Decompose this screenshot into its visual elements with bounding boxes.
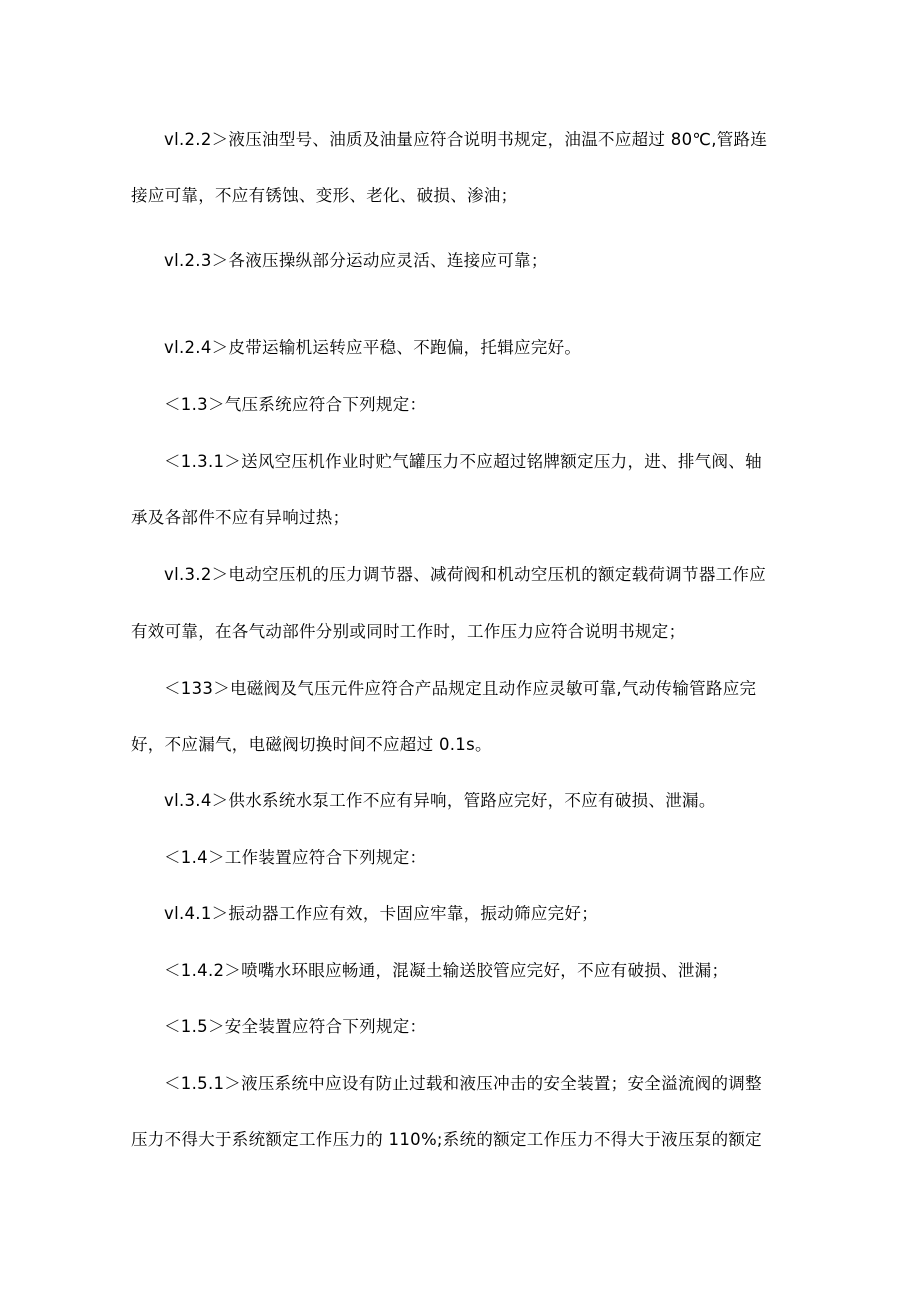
text-line: 压力不得大于系统额定工作压力的 110%;系统的额定工作压力不得大于液压泵的额定: [131, 1130, 762, 1149]
text-line: 好，不应漏气，电磁阀切换时间不应超过 0.1s。: [131, 735, 492, 754]
text-line: vl.4.1＞振动器工作应有效，卡固应牢靠，振动筛应完好；: [164, 904, 599, 923]
text-line: vl.3.4＞供水系统水泵工作不应有异响，管路应完好，不应有破损、泄漏。: [164, 791, 716, 810]
text-line: vl.2.2＞液压油型号、油质及油量应符合说明书规定，油温不应超过 80℃,管路连: [164, 130, 768, 149]
text-line: 承及各部件不应有异响过热；: [131, 508, 350, 527]
text-line: ＜1.3.1＞送风空压机作业时贮气罐压力不应超过铭牌额定压力，进、排气阀、轴: [164, 452, 762, 471]
text-line: ＜1.5＞安全装置应符合下列规定：: [164, 1017, 427, 1036]
text-line: 有效可靠，在各气动部件分别或同时工作时，工作压力应符合说明书规定；: [131, 622, 686, 641]
text-line: ＜1.3＞气压系统应符合下列规定：: [164, 395, 427, 414]
text-line: vl.3.2＞电动空压机的压力调节器、减荷阀和机动空压机的额定载荷调节器工作应: [164, 565, 767, 584]
text-line: vl.2.3＞各液压操纵部分运动应灵活、连接应可靠；: [164, 251, 548, 270]
text-line: ＜1.4＞工作装置应符合下列规定：: [164, 848, 427, 867]
text-line: ＜1.5.1＞液压系统中应设有防止过载和液压冲击的安全装置；安全溢流阀的调整: [164, 1074, 762, 1093]
text-line: vl.2.4＞皮带运输机运转应平稳、不跑偏，托辑应完好。: [164, 338, 582, 357]
text-line: 接应可靠，不应有锈蚀、变形、老化、破损、渗油；: [131, 186, 518, 205]
text-line: ＜1.4.2＞喷嘴水环眼应畅通，混凝土输送胶管应完好，不应有破损、泄漏；: [164, 961, 729, 980]
text-line: ＜133＞电磁阀及气压元件应符合产品规定且动作应灵敏可靠,气动传输管路应完: [164, 679, 757, 698]
